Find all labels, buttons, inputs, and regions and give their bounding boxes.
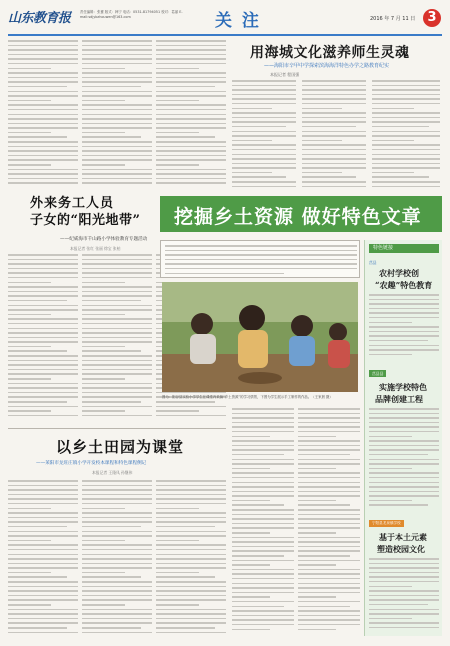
sidebar-item-title-line2: 塑造校园文化 — [377, 544, 425, 554]
masthead — [0, 0, 450, 36]
field-body-col1 — [8, 480, 78, 636]
center-body-col1 — [232, 408, 294, 636]
left-top-text-col2 — [82, 40, 152, 188]
sea-article-title: 用海城文化滋养师生灵魂 — [250, 45, 410, 61]
center-body-col2 — [298, 408, 360, 636]
workers-subtitle: ——纪威海市千山路小学体验教育专题活动 — [60, 237, 148, 242]
workers-body-col2 — [82, 254, 152, 422]
students-photo — [162, 282, 358, 392]
sea-article — [232, 40, 442, 195]
workers-title-line2: 子女的“阳光地带” — [30, 213, 141, 228]
page-number: 3 — [423, 9, 441, 27]
workers-body-col1 — [8, 254, 78, 422]
left-top-text-col1 — [8, 40, 78, 188]
masthead-rule — [8, 34, 442, 36]
newspaper-logo: 山东教育报 — [8, 11, 71, 26]
sidebar-item-tag: 宁阳县龙泉镇学校 — [369, 520, 404, 527]
sidebar-item-title-line2: 品牌创建工程 — [375, 394, 423, 404]
masthead-info: 责任编辑：张赟 版式：韩宁 电话：0531-81794051 校对：葛丽 E-mail:sdjybzhouwen@163.com — [80, 10, 183, 19]
sidebar-item-body — [369, 408, 439, 512]
field-body-col3 — [156, 480, 226, 636]
sidebar-item-title-line1: 实施学校特色 — [379, 382, 427, 392]
theme-banner-text: 挖掘乡土资源 做好特色文章 — [174, 206, 422, 228]
workers-byline: 本报记者 张红 张丽 徐宝 张柏 — [70, 246, 121, 251]
field-body-col2 — [82, 480, 152, 636]
sea-article-col2 — [302, 80, 366, 192]
sidebar-header: 特色链接 — [369, 244, 439, 253]
workers-title-line1: 外来务工人员 — [30, 196, 115, 211]
sidebar — [364, 240, 442, 636]
workers-article-head — [8, 192, 158, 234]
section-title: 关 注 — [215, 11, 261, 31]
editor-note — [160, 240, 360, 278]
field-article-title: 以乡土田园为课堂 — [56, 438, 185, 456]
field-article-rule — [8, 428, 226, 429]
sidebar-item-body — [369, 558, 439, 632]
issue-date: 2016 年 7 月 11 日 — [370, 16, 416, 22]
sidebar-item-title-line1: 农村学校创 — [379, 268, 419, 278]
sea-article-subtitle: ——海阳市辛甲中学探索滨海海洋特色办学之路教育纪实 — [264, 63, 390, 69]
editor-note-text — [165, 245, 357, 277]
sidebar-item-title-line1: 基于本土元素 — [379, 532, 427, 542]
field-article-byline: 本报记者 王隆凤 孙继伟 — [92, 470, 133, 475]
sea-article-col1 — [232, 80, 296, 192]
field-article-subtitle: ——莱阳市龙旺庄镇小学开发校本课程和特色课程侧记 — [36, 461, 147, 466]
sidebar-item-tag: 莒县县 — [369, 370, 386, 377]
theme-banner — [160, 196, 442, 232]
left-top-text-col3 — [156, 40, 226, 188]
students-photo-image — [162, 282, 358, 392]
sidebar-item-title-line2: “农趣”特色教育 — [375, 280, 433, 290]
photo-caption: 图为：阳谷县实验小学学生在课堂内采摘“乡土资源”的学习情景，下图为学生展示手工制作的作品。（王家晨 摄） — [162, 395, 333, 399]
sidebar-item-body — [369, 294, 439, 362]
sea-article-byline: 本报记者 程国强 — [270, 72, 300, 77]
sidebar-item-tag: 莒县 — [369, 260, 377, 265]
sea-article-col3 — [372, 80, 440, 192]
